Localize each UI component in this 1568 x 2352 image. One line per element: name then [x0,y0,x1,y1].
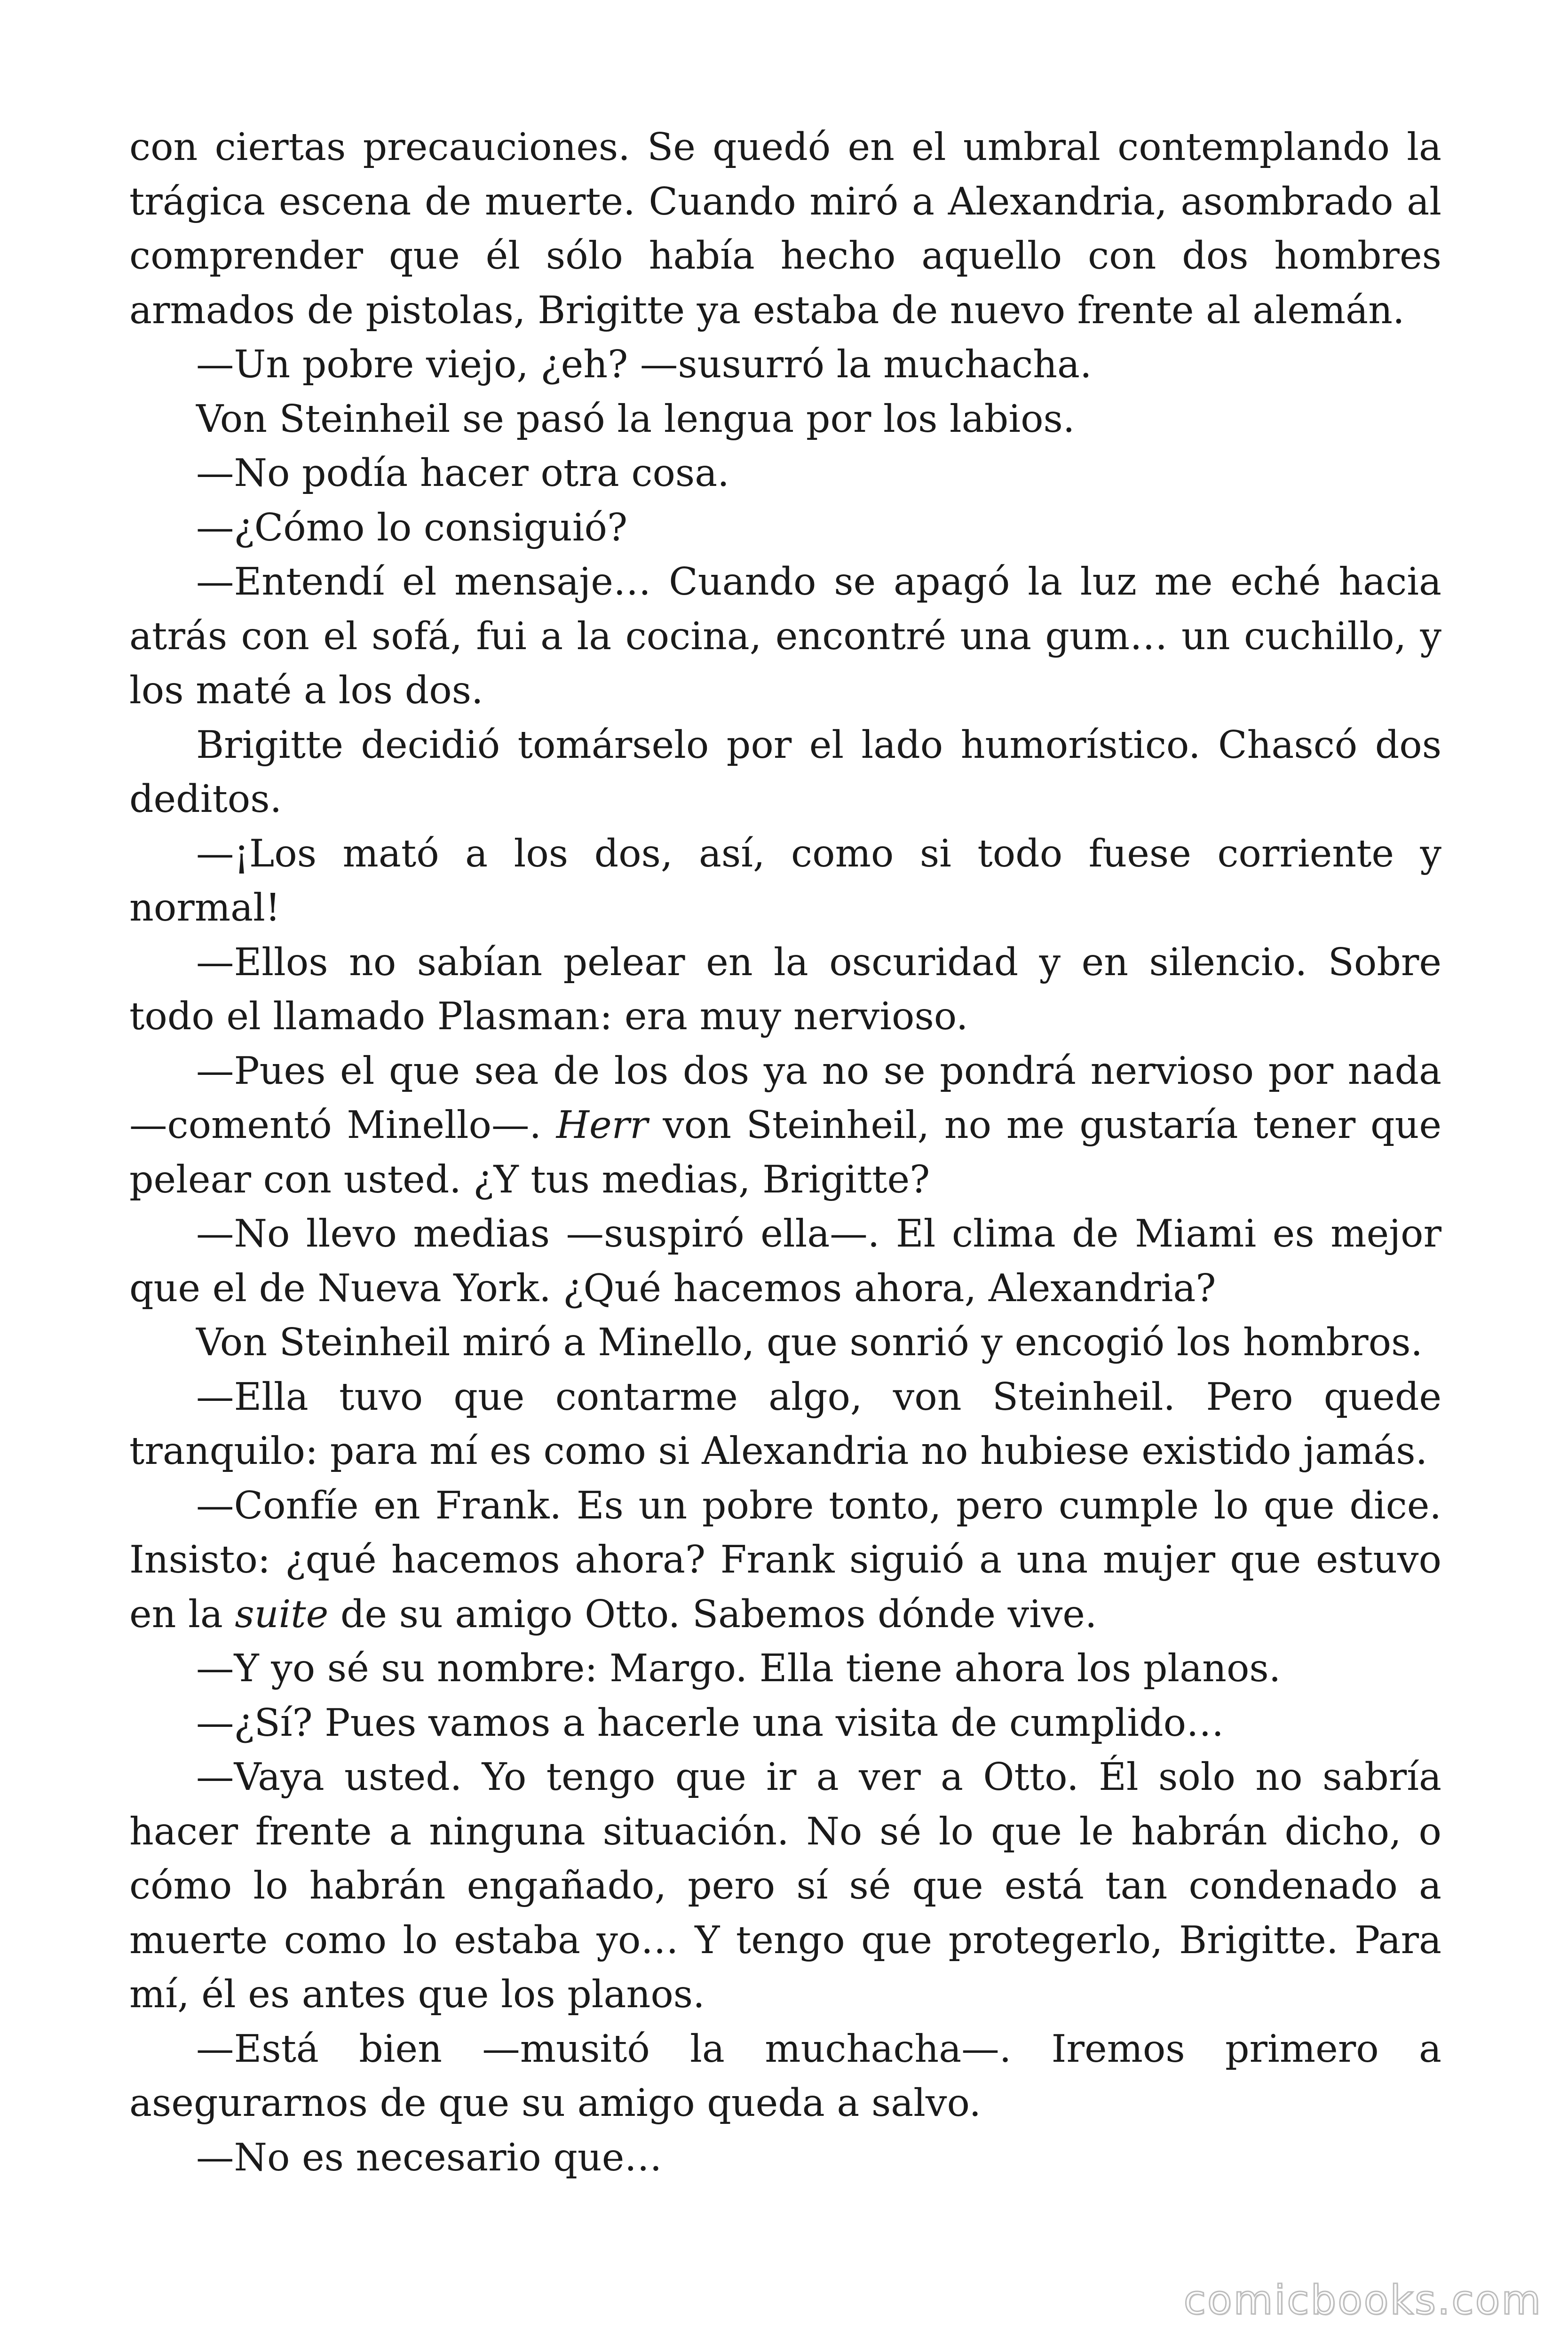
paragraph [129,1207,1441,1315]
paragraph-text: de su amigo Otto. Sabemos dónde vive. [328,1591,1097,1636]
paragraph [129,935,1441,1044]
paragraph-text: —Ella tuvo que contarme algo, von Steinheil. Pero quede tranquilo: para mí es como si Alexandria no hubiese existido jamás. [129,1374,1441,1473]
paragraph [129,718,1441,826]
paragraph [129,337,1441,392]
paragraph-text: —No llevo medias —suspiró ella—. El clima de Miami es mejor que el de Nueva York. ¿Qué hacemos ahora, Alexandria? [129,1211,1441,1310]
paragraph-text: —¡Los mató a los dos, así, como si todo fuese corriente y normal! [129,831,1441,930]
paragraph [129,1750,1441,2022]
paragraph-text: —Pues el que sea de los dos ya no se pondrá nervioso por nada —comentó Minello—. [129,1048,1441,1147]
paragraph-text: —¿Sí? Pues vamos a hacerle una visita de cumplido… [196,1700,1224,1745]
paragraph-text: —No es necesario que… [196,2135,662,2179]
watermark-logo: comicbooks.com [1183,2277,1542,2324]
paragraph-text: —Confíe en Frank. Es un pobre tonto, pero cumple lo que dice. Insisto: ¿qué hacemos ahora? Frank siguió a una mujer que estuvo en la [129,1483,1441,1636]
paragraph-text: —Un pobre viejo, ¿eh? —susurró la muchacha. [196,342,1092,386]
paragraph-text: —Y yo sé su nombre: Margo. Ella tiene ahora los planos. [196,1646,1281,1690]
paragraph [129,1641,1441,1696]
italic-text: Herr [556,1103,648,1147]
paragraph [129,1370,1441,1478]
paragraph-text: —Ellos no sabían pelear en la oscuridad y en silencio. Sobre todo el llamado Plasman: era muy nervioso. [129,939,1441,1038]
paragraph-text: —Vaya usted. Yo tengo que ir a ver a Otto. Él solo no sabría hacer frente a ninguna situación. No sé lo que le habrán dicho, o cómo lo habrán engañado, pero sí sé que está tan condenado a muerte como lo estaba yo… Y tengo que protegerlo, Brigitte. Para mí, él es antes que los planos. [129,1755,1441,2016]
paragraph-text: —Está bien —musitó la muchacha—. Iremos primero a asegurarnos de que su amigo queda a salvo. [129,2026,1441,2125]
paragraph [129,392,1441,446]
paragraph-text: Von Steinheil miró a Minello, que sonrió y encogió los hombros. [196,1320,1423,1364]
paragraph [129,2022,1441,2130]
page-body [129,120,1441,2185]
paragraph-text: con ciertas precauciones. Se quedó en el umbral contemplando la trágica escena de muerte. Cuando miró a Alexandria, asombrado al comprender que él sólo había hecho aquello con dos hombres armados de pistolas, Brigitte ya estaba de nuevo frente al alemán. [129,125,1441,332]
paragraph-text: von Steinheil, no me gustaría tener que pelear con usted. ¿Y tus medias, Brigitte? [129,1103,1441,1201]
paragraph [129,555,1441,718]
paragraph [129,1315,1441,1370]
paragraph [129,1044,1441,1207]
paragraph [129,1696,1441,1750]
paragraph [129,446,1441,501]
paragraph-text: Brigitte decidió tomárselo por el lado humorístico. Chascó dos deditos. [129,722,1441,821]
paragraph [129,1478,1441,1642]
paragraph [129,826,1441,935]
paragraph-text: —¿Cómo lo consiguió? [196,505,628,549]
paragraph [129,120,1441,337]
paragraph-text: Von Steinheil se pasó la lengua por los labios. [196,396,1075,441]
paragraph-text: —Entendí el mensaje… Cuando se apagó la luz me eché hacia atrás con el sofá, fui a la cocina, encontré una gum… un cuchillo, y los maté a los dos. [129,559,1441,712]
paragraph-text: —No podía hacer otra cosa. [196,451,729,495]
paragraph [129,501,1441,555]
paragraph [129,2130,1441,2185]
italic-text: suite [235,1591,329,1636]
